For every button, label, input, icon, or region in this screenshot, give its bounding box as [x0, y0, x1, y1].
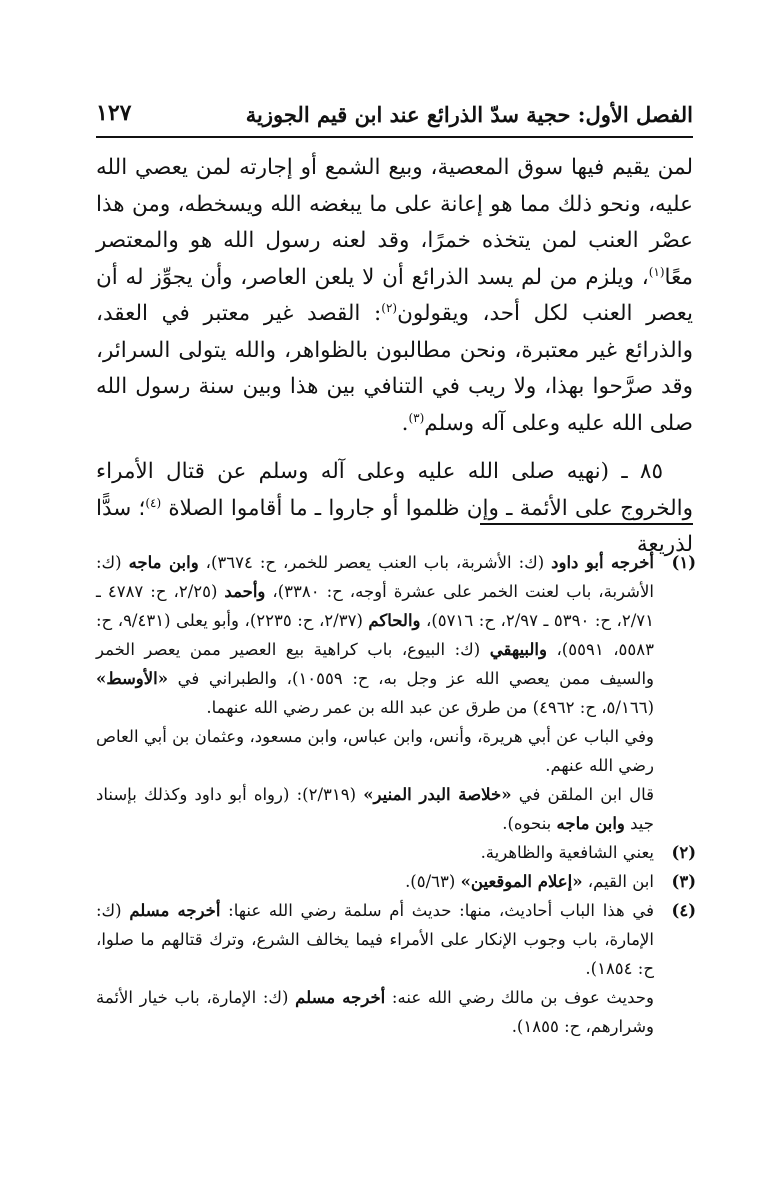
paragraph-1-part-b: ، ويلزم من لم يسد الذرائع أن لا يلعن العاصر، وأن يجوِّز له أن يعصر العنب لكل أحد، ويقولون [96, 264, 694, 326]
footnotes [96, 548, 696, 1041]
footnote-3-text [96, 867, 654, 896]
footnote-2-number: (٢) [671, 843, 696, 862]
footnote-1-para-3 [96, 780, 654, 838]
running-header [96, 96, 693, 138]
footnote-1-t3: (٢/٢٥، ح: ٤٧٨٧ ـ ٢/٧١، ح: ٥٣٩٠ ـ ٢/٩٧، ح: ٥٧١٦)، [96, 582, 655, 630]
footnote-1-p3-d: وابن ماجه [556, 814, 625, 833]
footnote-1-p3-b: «خلاصة البدر المنير» [363, 785, 512, 804]
footnote-4 [96, 896, 696, 1041]
footnote-4-c: (ك: الإمارة، باب وجوب الإنكار على الأمراء فيما يخالف الشرع، وترك قتالهم ما صلوا، ح: ١٨٥٤). [96, 901, 654, 978]
paragraph-1-part-d: . [401, 410, 409, 436]
paragraph-1-part-c: : القصد غير معتبر في العقد، والذرائع غير معتبرة، ونحن مطالبون بالظواهر، والله يتولى السرائر، وقد صرَّحوا بهذا، ولا ريب في التنافي بين هذا وبين سنة رسول الله صلى الله عليه وعلى آله وسلم [96, 301, 693, 436]
footnote-1-t6: (٥/١٦٦، ح: ٤٩٦٢) من طرق عن عبد الله بن عمر رضي الله عنهما. [206, 698, 654, 717]
footnote-separator [480, 523, 693, 525]
footnote-1-t1: (ك: الأشربة، باب العنب يعصر للخمر، ح: ٣٦٧٤)، [198, 553, 552, 572]
footnote-4-f: (ك: الإمارة، باب خيار الأئمة وشرارهم، ح: ١٨٥٥). [96, 988, 654, 1036]
footnote-3 [96, 867, 696, 896]
footnote-2-body [96, 838, 654, 867]
footnote-4-d: وحديث عوف بن مالك رضي الله عنه: [385, 988, 654, 1007]
footnote-4-body [96, 896, 654, 1041]
footnote-4-para-2 [96, 983, 654, 1041]
footnote-1-p3-e: بنحوه). [502, 814, 557, 833]
footnote-1-p3-a: قال ابن الملقن في [511, 785, 654, 804]
footnote-1-b1: وابن ماجه [128, 553, 199, 572]
footnote-2-text: يعني الشافعية والظاهرية. [480, 843, 654, 862]
footnote-1-t5: (ك: البيوع، باب كراهية بيع العصير ممن يعصر الخمر والسيف ممن يعصي الله عز وجل به، ح: ١٠٥٥٩)، والطبراني في [96, 640, 655, 688]
footnote-2 [96, 838, 696, 867]
footnote-3-b: «إعلام الموقعين» [460, 872, 583, 891]
chapter-title: الفصل الأول: حجية سدّ الذرائع عند ابن قيم الجوزية [245, 102, 693, 127]
footnote-1 [96, 548, 696, 838]
main-text [96, 150, 693, 564]
footnote-1-para-2: وفي الباب عن أبي هريرة، وأنس، وابن عباس، وابن مسعود، وعثمان بن أبي العاص رضي الله عنهم. [96, 727, 654, 775]
footnote-4-a: في هذا الباب أحاديث، منها: حديث أم سلمة رضي الله عنها: [220, 901, 655, 920]
footnote-4-b: أخرجه مسلم [129, 901, 221, 920]
paragraph-1 [96, 150, 693, 442]
footnote-1-t2: (ك: الأشربة، باب لعنت الخمر على عشرة أوجه، ح: ٣٣٨٠)، [96, 553, 654, 601]
footnote-1-b2: وأحمد [224, 582, 266, 601]
footnote-marker-4[interactable]: (٤) [145, 495, 162, 510]
footnote-4-e: أخرجه مسلم [295, 988, 386, 1007]
footnote-1-number: (١) [671, 553, 696, 572]
footnote-4-number: (٤) [671, 901, 696, 920]
footnote-1-t4: (٢/٣٧، ح: ٢٢٣٥)، وأبو يعلى (٩/٤٣١، ح: ٥٥٨٣، ٥٥٩١)، [96, 611, 654, 659]
footnote-3-number: (٣) [671, 872, 696, 891]
footnote-1-p3-c: (٢/٣١٩): (رواه أبو داود وكذلك بإسناد جيد [96, 785, 654, 833]
footnote-marker-3[interactable]: (٣) [408, 410, 425, 425]
footnote-1-body [96, 548, 654, 838]
page-number: ١٢٧ [96, 100, 132, 126]
footnote-1-b3: والحاكم [368, 611, 421, 630]
footnote-1-para-1 [96, 548, 654, 722]
footnote-3-body [96, 867, 654, 896]
paragraph-2-part-b: ؛ سدًّا لذريعة [96, 495, 693, 557]
footnote-marker-1[interactable]: (١) [648, 264, 665, 279]
footnote-3-c: (٥/٦٣). [405, 872, 461, 891]
footnote-1-lead: أخرجه أبو داود [551, 553, 654, 572]
footnote-marker-2[interactable]: (٢) [381, 300, 398, 315]
footnote-1-b5: «الأوسط» [96, 669, 169, 688]
footnote-3-a: ابن القيم، [582, 872, 654, 891]
footnote-4-para-1 [96, 896, 654, 983]
paragraph-1-part-a: لمن يقيم فيها سوق المعصية، وبيع الشمع أو إجارته لمن يعصي الله عليه، ونحو ذلك مما هو إعانة على ما يبغضه الله ويسخطه، ومن هذا عصْر العنب لمن يتخذه خمرًا، وقد لعنه رسول الله هو والمعتصر معًا [96, 155, 693, 290]
footnote-1-b4: والبيهقي [489, 640, 547, 659]
paragraph-2-part-a: ٨٥ ـ (نهيه صلى الله عليه وعلى آله وسلم عن قتال الأمراء والخروج على الأئمة ـ وإن ظلموا أو جاروا ـ ما أقاموا الصلاة [96, 459, 693, 521]
